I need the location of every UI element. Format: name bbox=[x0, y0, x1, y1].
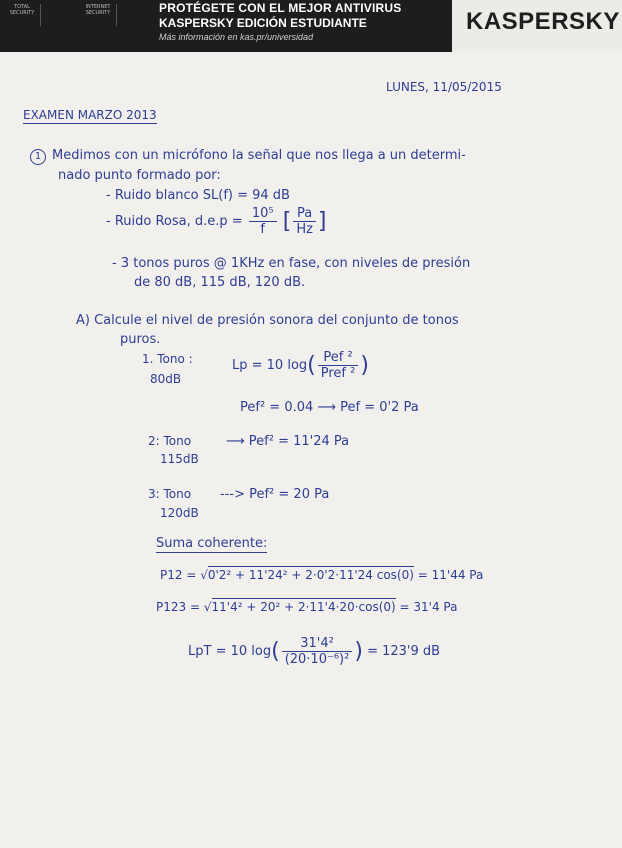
paren-open: ( bbox=[307, 353, 316, 378]
tono2-db: 115dB bbox=[160, 452, 199, 466]
lpt-fraction bbox=[282, 636, 353, 667]
paren-close: ) bbox=[360, 353, 369, 378]
p12-result: = 11'44 Pa bbox=[417, 568, 484, 582]
suma-coherente-title: Suma coherente: bbox=[156, 536, 268, 551]
sqrt-symbol: √ bbox=[200, 568, 208, 582]
banner-info-link[interactable]: Más información en kas.pr/universidad bbox=[159, 32, 314, 42]
pink-noise-fraction bbox=[249, 206, 277, 237]
p12-equation bbox=[160, 568, 483, 582]
pink-noise-unit bbox=[293, 206, 316, 237]
kaspersky-logo-box bbox=[452, 0, 622, 52]
paren-open: ( bbox=[271, 639, 280, 664]
lpt-den: (20·10⁻⁶)² bbox=[284, 652, 350, 667]
lpt-prefix: LpT = 10 log bbox=[188, 644, 272, 659]
item-pure-tones-line1: - 3 tonos puros @ 1KHz en fase, con niveles de presión bbox=[112, 256, 471, 271]
p12-prefix: P12 = bbox=[160, 568, 197, 582]
tono1-result: Pef² = 0.04 ⟶ Pef = 0'2 Pa bbox=[240, 400, 419, 415]
item-white-noise: - Ruido blanco SL(f) = 94 dB bbox=[106, 188, 290, 203]
tono3-result: ---> Pef² = 20 Pa bbox=[220, 487, 330, 502]
banner-headline: PROTÉGETE CON EL MEJOR ANTIVIRUS bbox=[159, 1, 402, 15]
lpt-equation bbox=[188, 636, 440, 667]
total-security-badge: TOTAL SECURITY bbox=[4, 4, 41, 26]
internet-security-badge: INTERNET SECURITY bbox=[80, 4, 117, 26]
tono1-num: Pef ² bbox=[318, 350, 359, 366]
pink-noise-unit-num: Pa bbox=[293, 206, 316, 222]
lpt-num: 31'4² bbox=[282, 636, 353, 652]
statement-text: Medimos con un micrófono la señal que nos llega a un determi- bbox=[52, 148, 466, 163]
tono1-fraction bbox=[318, 350, 359, 381]
tono3-db: 120dB bbox=[160, 506, 199, 520]
tono2-label: 2: Tono bbox=[148, 434, 192, 448]
p123-equation bbox=[156, 600, 457, 614]
tono2-result: ⟶ Pef² = 11'24 Pa bbox=[226, 434, 350, 449]
item-pink-noise bbox=[106, 206, 327, 237]
tono1-label: 1. Tono : bbox=[142, 352, 193, 366]
tono1-formula-prefix: Lp = 10 log bbox=[232, 358, 308, 373]
pink-noise-unit-den: Hz bbox=[296, 222, 313, 237]
paren-close: ) bbox=[354, 639, 363, 664]
pink-noise-den: f bbox=[260, 222, 265, 237]
tono1-den: Pref ² bbox=[320, 366, 356, 381]
date-text: LUNES, 11/05/2015 bbox=[386, 80, 502, 94]
part-a-line2: puros. bbox=[120, 332, 161, 347]
item-pure-tones-line2: de 80 dB, 115 dB, 120 dB. bbox=[134, 275, 306, 290]
p12-expression: 0'2² + 11'24² + 2·0'2·11'24 cos(0) bbox=[207, 568, 414, 582]
part-a-line1: A) Calcule el nivel de presión sonora del conjunto de tonos bbox=[76, 313, 459, 328]
left-bracket: [ bbox=[282, 209, 292, 234]
banner-subheadline: KASPERSKY EDICIÓN ESTUDIANTE bbox=[159, 16, 367, 30]
right-bracket: ] bbox=[317, 209, 327, 234]
p123-result: = 31'4 Pa bbox=[399, 600, 458, 614]
p123-expression: 11'4² + 20² + 2·11'4·20·cos(0) bbox=[211, 600, 396, 614]
problem-statement-line1 bbox=[30, 148, 466, 165]
problem-number: 1 bbox=[30, 149, 46, 165]
tono3-label: 3: Tono bbox=[148, 487, 192, 501]
exam-title: EXAMEN MARZO 2013 bbox=[23, 108, 157, 122]
pink-noise-label: - Ruido Rosa, d.e.p = bbox=[106, 214, 243, 229]
lpt-result: = 123'9 dB bbox=[367, 644, 441, 659]
sqrt-symbol: √ bbox=[203, 600, 212, 614]
pink-noise-num: 10⁵ bbox=[249, 206, 277, 222]
kaspersky-logo: KASPERSKY bbox=[466, 8, 620, 35]
tono1-formula bbox=[232, 350, 369, 381]
tono1-db: 80dB bbox=[150, 372, 182, 386]
problem-statement-line2: nado punto formado por: bbox=[58, 168, 221, 183]
p123-prefix: P123 = bbox=[156, 600, 201, 614]
